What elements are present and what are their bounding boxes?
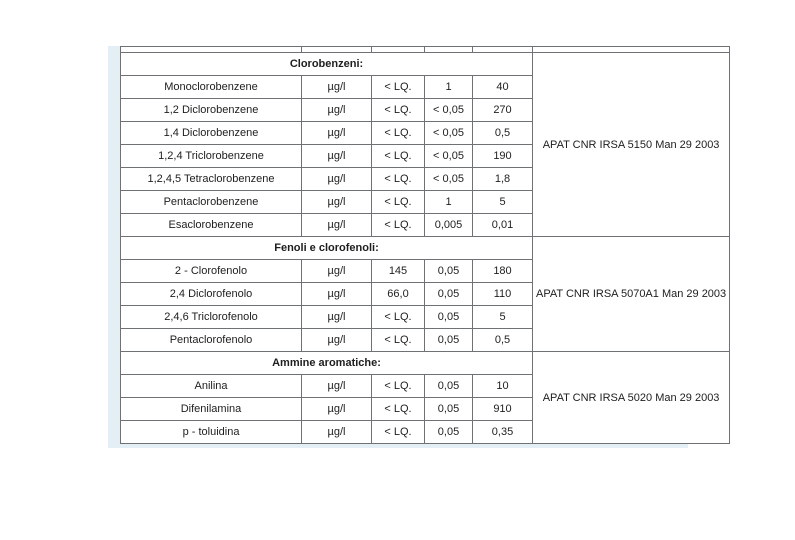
result-cell: < LQ. xyxy=(372,76,425,99)
result-cell: < LQ. xyxy=(372,398,425,421)
lq-cell: 0,05 xyxy=(425,329,473,352)
result-cell: < LQ. xyxy=(372,214,425,237)
limit-cell: 5 xyxy=(473,191,533,214)
unit-cell: µg/l xyxy=(302,375,372,398)
result-cell: < LQ. xyxy=(372,191,425,214)
limit-cell: 270 xyxy=(473,99,533,122)
lq-cell: 0,005 xyxy=(425,214,473,237)
limit-cell: 1,8 xyxy=(473,168,533,191)
result-cell: < LQ. xyxy=(372,375,425,398)
result-cell: 66,0 xyxy=(372,283,425,306)
unit-cell: µg/l xyxy=(302,329,372,352)
group-title: Fenoli e clorofenoli: xyxy=(121,237,533,260)
group-title: Ammine aromatiche: xyxy=(121,352,533,375)
lq-cell: < 0,05 xyxy=(425,122,473,145)
parameter-cell: 1,2,4,5 Tetraclorobenzene xyxy=(121,168,302,191)
parameter-cell: Pentaclorofenolo xyxy=(121,329,302,352)
lq-cell: 0,05 xyxy=(425,421,473,444)
limit-cell: 0,5 xyxy=(473,329,533,352)
limit-cell: 10 xyxy=(473,375,533,398)
parameter-cell: p - toluidina xyxy=(121,421,302,444)
parameter-cell: 2,4,6 Triclorofenolo xyxy=(121,306,302,329)
parameter-cell: Anilina xyxy=(121,375,302,398)
limit-cell: 910 xyxy=(473,398,533,421)
lq-cell: 0,05 xyxy=(425,375,473,398)
result-cell: < LQ. xyxy=(372,122,425,145)
lq-cell: 0,05 xyxy=(425,306,473,329)
result-cell: < LQ. xyxy=(372,329,425,352)
group-header-row xyxy=(121,53,730,76)
method-cell: APAT CNR IRSA 5070A1 Man 29 2003 xyxy=(533,237,730,352)
group-header-row xyxy=(121,237,730,260)
unit-cell: µg/l xyxy=(302,283,372,306)
limit-cell: 40 xyxy=(473,76,533,99)
parameter-cell: Esaclorobenzene xyxy=(121,214,302,237)
lq-cell: 1 xyxy=(425,76,473,99)
unit-cell: µg/l xyxy=(302,306,372,329)
analysis-table-body xyxy=(121,47,730,444)
lq-cell: 0,05 xyxy=(425,283,473,306)
result-cell: < LQ. xyxy=(372,99,425,122)
limit-cell: 110 xyxy=(473,283,533,306)
limit-cell: 0,01 xyxy=(473,214,533,237)
result-cell: < LQ. xyxy=(372,421,425,444)
group-header-row xyxy=(121,352,730,375)
parameter-cell: 1,2,4 Triclorobenzene xyxy=(121,145,302,168)
parameter-cell: Monoclorobenzene xyxy=(121,76,302,99)
result-cell: 145 xyxy=(372,260,425,283)
limit-cell: 5 xyxy=(473,306,533,329)
parameter-cell: 2 - Clorofenolo xyxy=(121,260,302,283)
parameter-cell: Pentaclorobenzene xyxy=(121,191,302,214)
analysis-table xyxy=(120,46,730,444)
unit-cell: µg/l xyxy=(302,214,372,237)
group-title: Clorobenzeni: xyxy=(121,53,533,76)
lq-cell: < 0,05 xyxy=(425,168,473,191)
parameter-cell: 1,4 Diclorobenzene xyxy=(121,122,302,145)
method-cell: APAT CNR IRSA 5150 Man 29 2003 xyxy=(533,53,730,237)
lq-cell: 0,05 xyxy=(425,260,473,283)
unit-cell: µg/l xyxy=(302,421,372,444)
parameter-cell: 2,4 Diclorofenolo xyxy=(121,283,302,306)
result-cell: < LQ. xyxy=(372,145,425,168)
unit-cell: µg/l xyxy=(302,76,372,99)
lq-cell: < 0,05 xyxy=(425,145,473,168)
unit-cell: µg/l xyxy=(302,122,372,145)
unit-cell: µg/l xyxy=(302,99,372,122)
lq-cell: 1 xyxy=(425,191,473,214)
limit-cell: 0,5 xyxy=(473,122,533,145)
unit-cell: µg/l xyxy=(302,398,372,421)
lq-cell: 0,05 xyxy=(425,398,473,421)
parameter-cell: 1,2 Diclorobenzene xyxy=(121,99,302,122)
limit-cell: 190 xyxy=(473,145,533,168)
unit-cell: µg/l xyxy=(302,145,372,168)
lq-cell: < 0,05 xyxy=(425,99,473,122)
limit-cell: 180 xyxy=(473,260,533,283)
unit-cell: µg/l xyxy=(302,260,372,283)
parameter-cell: Difenilamina xyxy=(121,398,302,421)
method-cell: APAT CNR IRSA 5020 Man 29 2003 xyxy=(533,352,730,444)
unit-cell: µg/l xyxy=(302,168,372,191)
limit-cell: 0,35 xyxy=(473,421,533,444)
unit-cell: µg/l xyxy=(302,191,372,214)
result-cell: < LQ. xyxy=(372,168,425,191)
result-cell: < LQ. xyxy=(372,306,425,329)
